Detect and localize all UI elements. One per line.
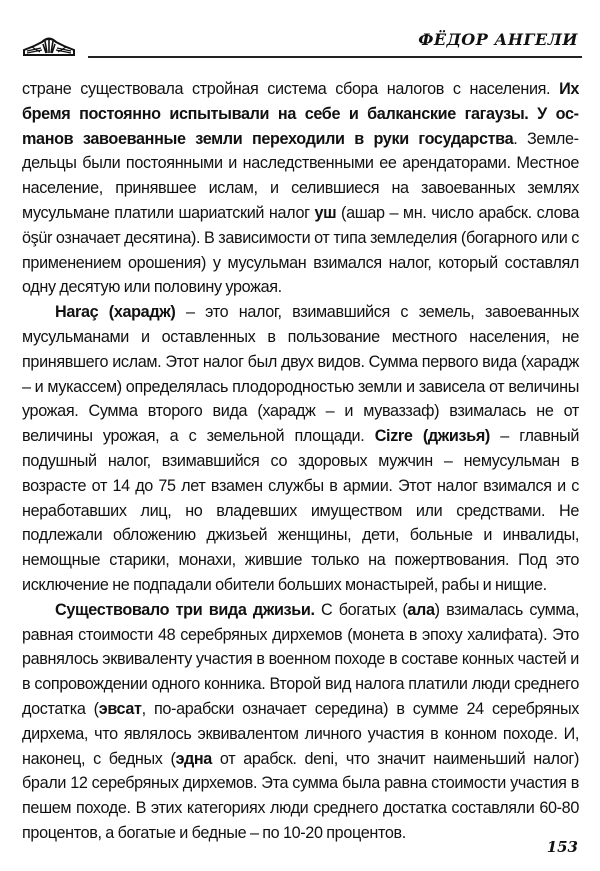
text-run: , по-арабски означает середина) в сумме 24 серебряных дирхема, что являлось эквивалентом личного участия в конном походе. И, наконец, с бедных (: [22, 699, 579, 768]
bold-term: уш: [314, 203, 337, 222]
text-run: С богатых (: [314, 600, 408, 619]
bold-term: Их бремя постоянно испытывали на себе и балканские гагаузы. У осmанов завоеванные земли переходили в руки государства: [22, 80, 579, 148]
bold-term: эвсат: [98, 699, 142, 718]
bold-term: Cizre (джизья): [374, 427, 490, 446]
body-text: [22, 77, 579, 846]
text-run: стране существовала стройная система сбора налогов с населения.: [22, 80, 560, 98]
fan-ornament-icon: [22, 36, 76, 58]
text-run: . Земледельцы были постоянными и наследственными ее арендаторами. Местное население, принявшее ислам, и селившиеся на завоеванных землях мусульмане платили шариатский налог: [22, 129, 579, 222]
running-title: ФЁДОР АНГЕЛИ: [418, 30, 578, 49]
page-number: 153: [546, 838, 578, 856]
bold-term: эдна: [175, 749, 212, 768]
page-header: [0, 0, 600, 70]
text-run: от арабск. deni, что значит наименьший налог) брали 12 серебряных дирхемов. Эта сумма была равна стоимости участия в пешем походе. В этих категориях люди среднего достатка составляли 60-80 процентов, а богатые и бедные – по 10-20 процентов.: [22, 749, 579, 842]
text-run: – это налог, взимавшийся с земель, завоеванных мусульманами и оставленных в пользование местного населения, не принявшего ислам. Этот налог был двух видов. Сумма первого вида (харадж – и мукассем) определялась плодородностью земли и зависела от величины урожая. Сумма второго вида (харадж – и муваззаф) взималась не от величины урожая, а с земельной площади.: [22, 303, 579, 446]
text-run: – главный подушный налог, взимавшийся со здоровых мужчин – немусульман в возрасте от 14 до 75 лет взамен службы в армии. Этот налог взимался и с неработавших лиц, но владевших имуществом или средствами. Не подлежали обложению джизьей женщины, дети, больные и инвалиды, немощные старики, монахи, жившие только на пожертвования. Под это исключение не подпадали обители больших монастырей, рабы и нищие.: [22, 427, 580, 594]
paragraph: [22, 77, 579, 300]
text-run: (ашар – мн. число арабск. слова öşür означает десятина). В зависимости от типа земледелия (богарного или с применением орошения) у мусульман взимался налог, который составлял одну десятую или половину урожая.: [22, 203, 579, 297]
paragraph: [22, 300, 579, 598]
header-divider: [88, 56, 582, 58]
paragraph: [22, 598, 579, 846]
text-run: ) взималась сумма, равная стоимости 48 серебряных дирхемов (монета в эпоху халифата). Это равнялось эквиваленту участия в военном походе в составе конных частей и в сопровождении одного конника. Второй вид налога платили люди среднего достатка (: [22, 600, 579, 718]
bold-term: Существовало три вида джизьи.: [55, 600, 315, 619]
bold-term: ала: [407, 600, 435, 619]
bold-term: Haraç (харадж): [55, 303, 176, 322]
